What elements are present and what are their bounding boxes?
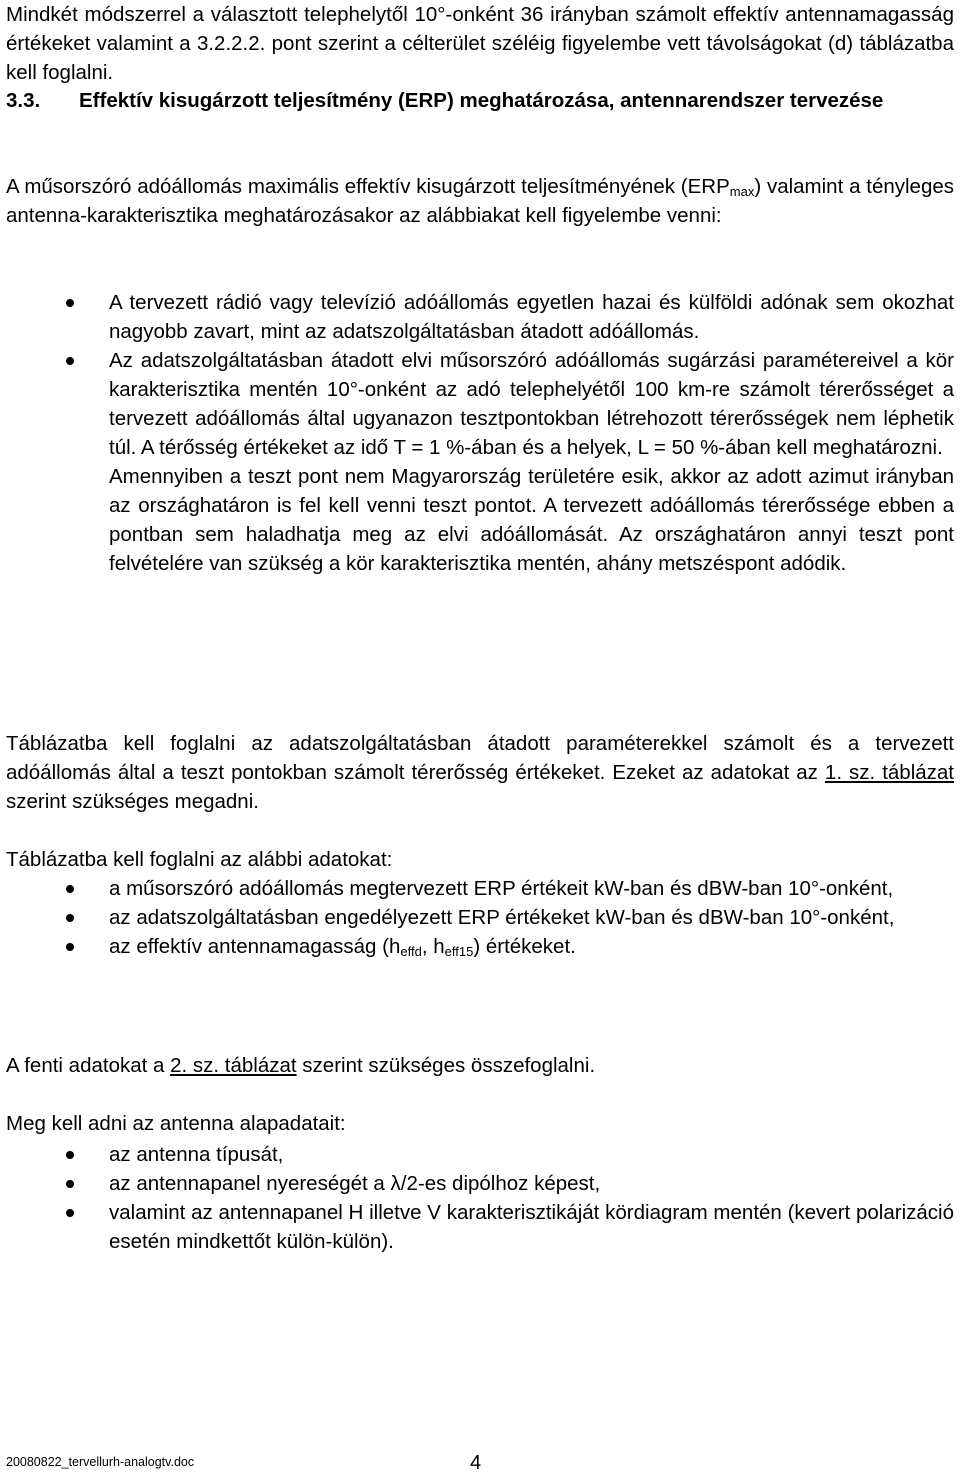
list-item — [0, 1140, 960, 1169]
bullet-icon — [66, 1151, 74, 1159]
heffd-subscript: effd — [400, 944, 422, 959]
table-intro-text: Táblázatba kell foglalni az alábbi adatokat: — [6, 848, 393, 871]
intro-paragraph — [6, 0, 954, 87]
antenna-bullet-list — [0, 1140, 960, 1256]
table2-reference-link[interactable]: 2. sz. táblázat — [170, 1054, 297, 1077]
list-item — [0, 346, 960, 578]
erp-paragraph-text-end: ) valamint a tényleges antenna-karakterisztika meghatározásakor az alábbiakat kell figyelembe venni: — [6, 175, 955, 227]
list-item-text-continued: Amennyiben a teszt pont nem Magyarország területére esik, akkor az adott azimut irányban az országhatáron is fel kell venni teszt pontot. A tervezett adóállomás térerőssége ebben a pontban sem haladhatja meg az elvi adóállomását. Az országhatáron annyi teszt pont felvételére van szükség a kör karakterisztika mentén, ahány metszéspont adódik. — [109, 465, 954, 575]
table2-paragraph-text: A fenti adatokat a — [6, 1054, 171, 1077]
table2-paragraph — [6, 1051, 954, 1080]
list-item — [0, 932, 960, 961]
section-title: Effektív kisugárzott teljesítmény (ERP) meghatározása, antennarendszer tervezése — [79, 89, 884, 112]
table2-paragraph-text-end: szerint szükséges összefoglalni. — [296, 1054, 596, 1077]
conditions-bullet-list — [0, 288, 960, 578]
bullet-icon — [66, 1180, 74, 1188]
list-item-text: az adatszolgáltatásban engedélyezett ERP értékeket kW-ban és dBW-ban 10°-onként, — [109, 906, 895, 929]
section-number: 3.3. — [6, 89, 41, 112]
erp-max-subscript: max — [729, 184, 755, 199]
list-item-text: valamint az antennapanel H illetve V karakterisztikáját kördiagram mentén (kevert polarizáció esetén mindkettőt külön-külön). — [109, 1201, 954, 1253]
list-item-text: az antennapanel nyereségét a λ/2-es dipólhoz képest, — [109, 1172, 601, 1195]
erp-paragraph — [6, 172, 954, 230]
list-item-text: az antenna típusát, — [109, 1143, 284, 1166]
table1-paragraph-text: Táblázatba kell foglalni az adatszolgáltatásban átadott paraméterekkel számolt és a tervezett adóállomás által a teszt pontokban számolt térerősség értékeket. Ezeket az adatokat az — [6, 732, 954, 784]
list-item — [0, 288, 960, 346]
list-item-text: a műsorszóró adóállomás megtervezett ERP értékeit kW-ban és dBW-ban 10°-onként, — [109, 877, 894, 900]
section-heading — [6, 86, 954, 115]
list-item — [0, 1198, 960, 1256]
antenna-intro-text: Meg kell adni az antenna alapadatait: — [6, 1112, 346, 1135]
bullet-icon — [66, 1209, 74, 1217]
list-item-text: az effektív antennamagasság ($h_{effd}$, $h_{eff15}$) értékeket. — [109, 935, 576, 959]
bullet-icon — [66, 357, 74, 365]
list-item — [0, 903, 960, 932]
erp-paragraph-text: A műsorszóró adóállomás maximális effektív kisugárzott teljesítményének (ERP — [6, 175, 730, 198]
bullet-icon — [66, 914, 74, 922]
table1-paragraph-text-end: szerint szükséges megadni. — [6, 790, 259, 813]
antenna-intro-paragraph — [6, 1109, 954, 1138]
footer-filename: 20080822_tervellurh-analogtv.doc — [6, 1455, 195, 1469]
bullet-icon — [66, 885, 74, 893]
bullet-icon — [66, 943, 74, 951]
table1-reference-link[interactable]: 1. sz. táblázat — [824, 761, 954, 784]
list-item — [0, 1169, 960, 1198]
heff15-subscript: eff15 — [444, 944, 474, 959]
list-item-text: A tervezett rádió vagy televízió adóállomás egyetlen hazai és külföldi adónak sem okozhat nagyobb zavart, mint az adatszolgáltatásban átadott adóállomás. — [109, 291, 954, 343]
table-intro-paragraph — [6, 845, 954, 874]
page-number: 4 — [470, 1452, 482, 1474]
table1-paragraph — [6, 729, 954, 816]
bullet-icon — [66, 299, 74, 307]
table-data-bullet-list — [0, 874, 960, 961]
list-item-text: Az adatszolgáltatásban átadott elvi műsorszóró adóállomás sugárzási paramétereivel a kör karakterisztika mentén 10°-onként az adó telephelyétől 100 km-re számolt térerősséget a tervezett adóállomás által ugyanazon tesztpontokban létrehozott térerősségek nem léphetik túl. A térősség értékeket az idő T = 1 %-ában és a helyek, L = 50 %-ában kell meghatározni. — [109, 349, 954, 459]
list-item — [0, 874, 960, 903]
intro-paragraph-text: Mindkét módszerrel a választott telephelytől 10°-onként 36 irányban számolt effektív antennamagasság értékeket valamint a 3.2.2.2. pont szerint a célterület széléig figyelembe vett távolságokat (d) táblázatba kell foglalni. — [6, 3, 954, 84]
